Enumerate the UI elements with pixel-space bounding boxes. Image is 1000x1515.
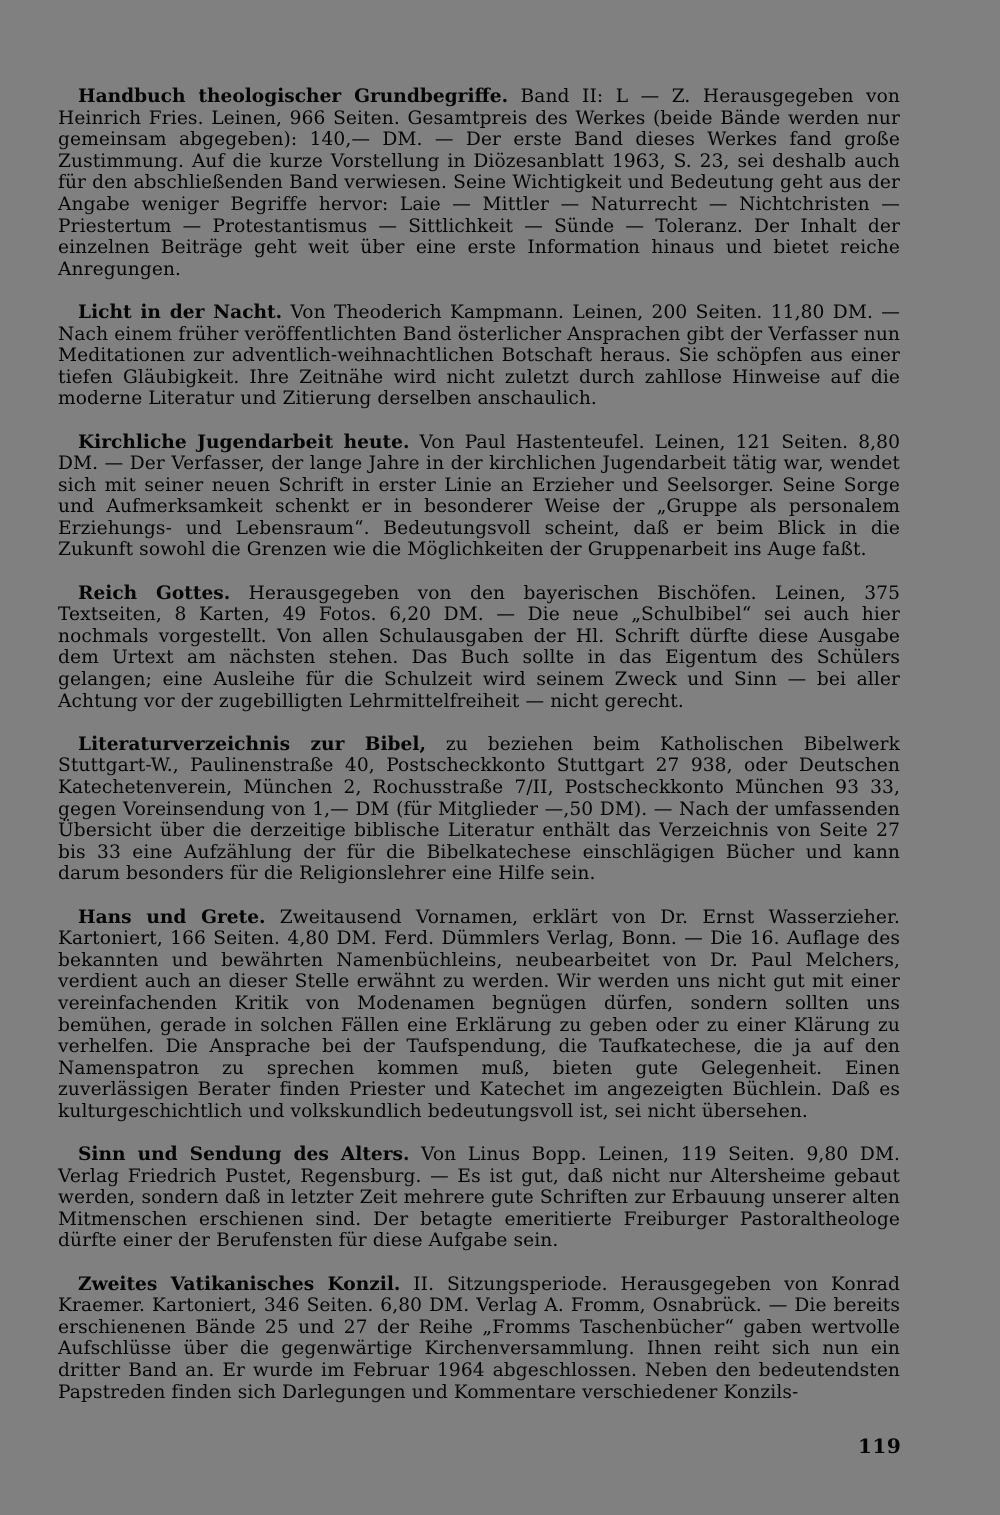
review-text: Herausgegeben von den bayerischen Bischöfen. Leinen, 375 Textseiten, 8 Karten, 49 Fotos. 6,20 DM. — Die neue „Schulbibel“ sei auch hier nochmals vorgestellt. Von allen Schulausgaben der Hl. Schrift dürfte diese Ausgabe dem Urtext am nächsten stehen. Das Buch sollte in das Eigentum des Schülers gelangen; eine Ausleihe für die Schulzeit wird seinem Zweck und Sinn — bei aller Achtung vor der zugebilligten Lehrmittelfreiheit — nicht gerecht. (58, 582, 901, 712)
review-title: Licht in der Nacht. (78, 301, 283, 323)
review-handbuch-theologischer-grundbegriffe (58, 86, 900, 280)
book-review-column (58, 86, 900, 1425)
review-hans-und-grete (58, 907, 900, 1123)
review-zweites-vatikanisches-konzil (58, 1274, 900, 1404)
review-sinn-und-sendung-des-alters (58, 1144, 900, 1252)
review-title: Reich Gottes. (78, 582, 231, 604)
review-title: Kirchliche Jugendarbeit heute. (78, 431, 410, 453)
review-text: Von Theoderich Kampmann. Leinen, 200 Seiten. 11,80 DM. — Nach einem früher veröffentlichten Band österlicher Ansprachen gibt der Verfasser nun Meditationen zur adventlich-weihnachtlichen Botschaft heraus. Sie schöpfen aus einer tiefen Gläubigkeit. Ihre Zeitnähe wird nicht zuletzt durch zahllose Hinweise auf die moderne Literatur und Zitierung derselben anschaulich. (58, 301, 900, 410)
review-title: Hans und Grete. (78, 906, 266, 928)
review-title: Zweites Vatikanisches Konzil. (78, 1273, 401, 1295)
review-title: Sinn und Sendung des Alters. (78, 1144, 410, 1166)
review-kirchliche-jugendarbeit (58, 432, 900, 562)
review-text: Von Linus Bopp. Leinen, 119 Seiten. 9,80 DM. Verlag Friedrich Pustet, Regensburg. — Es ist gut, daß nicht nur Altersheime gebaut werden, sondern daß in letzter Zeit mehrere gute Schriften zur Erbauung unserer alten Mitmenschen erschienen sind. Der betagte emeritierte Freiburger Pastoraltheologe dürfte einer der Berufensten für diese Aufgabe sein. (58, 1144, 900, 1252)
review-text: II. Sitzungsperiode. Herausgegeben von Konrad Kraemer. Kartoniert, 346 Seiten. 6,80 DM. Verlag A. Fromm, Osnabrück. — Die bereits erschienenen Bände 25 und 27 der Reihe „Fromms Taschenbücher“ gaben wertvolle Aufschlüsse über die gegenwärtige Kirchenversammlung. Ihnen reiht sich nun ein dritter Band an. Er wurde im Februar 1964 abgeschlossen. Neben den bedeutendsten Papstreden finden sich Darlegungen und Kommentare verschiedener Konzils- (58, 1273, 900, 1403)
review-text: Von Paul Hastenteufel. Leinen, 121 Seiten. 8,80 DM. — Der Verfasser, der lange Jahre in der kirchlichen Jugendarbeit tätig war, wendet sich mit seiner neuen Schrift in erster Linie an Erzieher und Seelsorger. Seine Sorge und Aufmerksamkeit schenkt er in besonderer Weise der „Gruppe als personalem Erziehungs- und Lebensraum“. Bedeutungsvoll scheint, daß er beim Blick in die Zukunft sowohl die Grenzen wie die Möglichkeiten der Gruppenarbeit ins Auge faßt. (58, 431, 901, 561)
review-literaturverzeichnis-zur-bibel (58, 734, 900, 885)
review-title: Handbuch theologischer Grundbegriffe. (78, 86, 509, 107)
review-text: Band II: L — Z. Herausgegeben von Heinrich Fries. Leinen, 966 Seiten. Gesamtpreis des Werkes (beide Bände werden nur gemeinsam abgegeben): 140,— DM. — Der erste Band dieses Werkes fand große Zustimmung. Auf die kurze Vorstellung in Diözesanblatt 1963, S. 23, sei deshalb auch für den abschließenden Band verwiesen. Seine Wichtigkeit und Bedeutung geht aus der Angabe weniger Begriffe hervor: Laie — Mittler — Naturrecht — Nichtchristen — Priestertum — Protestantismus — Sittlichkeit — Sünde — Toleranz. Der Inhalt der einzelnen Beiträge geht weit über eine erste Information hinaus und bietet reiche Anregungen. (58, 86, 900, 280)
review-text: zu beziehen beim Katholischen Bibelwerk Stuttgart-W., Paulinenstraße 40, Postscheckkonto Stuttgart 27 938, oder Deutschen Katechetenverein, München 2, Rochusstraße 7/II, Postscheckkonto München 93 33, gegen Voreinsendung von 1,— DM (für Mitglieder —,50 DM). — Nach der umfassenden Übersicht über die derzeitige biblische Literatur enthält das Verzeichnis von Seite 27 bis 33 eine Aufzählung der für die Bibelkatechese einschlägigen Bücher und kann darum besonders für die Religionslehrer eine Hilfe sein. (58, 733, 901, 885)
review-title: Literaturverzeichnis zur Bibel, (78, 733, 426, 755)
page-number: 119 (858, 1434, 902, 1458)
review-reich-gottes (58, 583, 900, 713)
review-text: Zweitausend Vornamen, erklärt von Dr. Ernst Wasserzieher. Kartoniert, 166 Seiten. 4,80 DM. Ferd. Dümmlers Verlag, Bonn. — Die 16. Auflage des bekannten und bewährten Namenbüchleins, neubearbeitet von Dr. Paul Melchers, verdient auch an dieser Stelle erwähnt zu werden. Wir werden uns nicht gut mit einer vereinfachenden Kritik von Modenamen begnügen dürfen, sondern sollten uns bemühen, gerade in solchen Fällen eine Erklärung zu geben oder zu einer Klärung zu verhelfen. Die Ansprache bei der Taufspendung, die Taufkatechese, die ja auf den Namenspatron zu sprechen kommen muß, bieten gute Gelegenheit. Einen zuverlässigen Berater finden Priester und Katechet im angezeigten Büchlein. Daß es kulturgeschichtlich und volkskundlich bedeutungsvoll ist, sei nicht übersehen. (58, 906, 900, 1122)
review-licht-in-der-nacht (58, 302, 900, 410)
